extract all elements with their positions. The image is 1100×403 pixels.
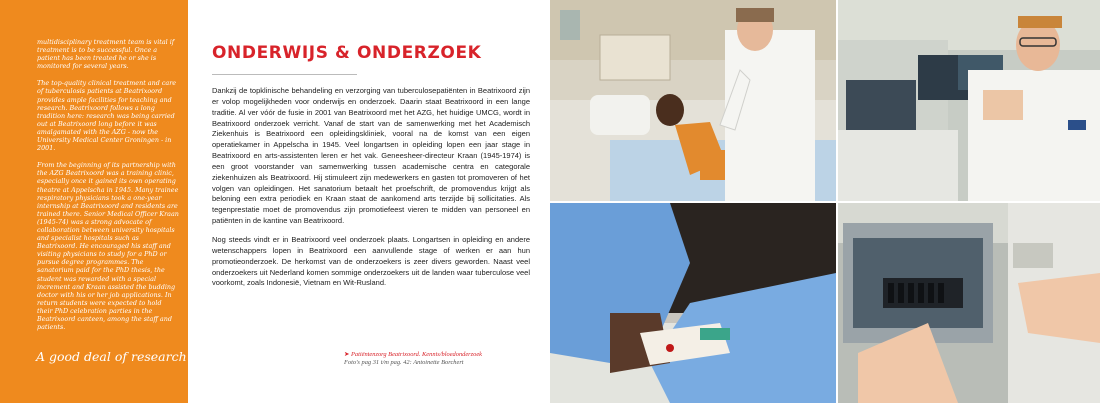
photo-blood-sample bbox=[550, 203, 836, 403]
photo-doctor-patient bbox=[550, 0, 836, 201]
article-body bbox=[212, 86, 530, 297]
caption-title: Patiëntenzorg Beatrixoord. Kennis/bloedonderzoek bbox=[350, 351, 483, 358]
photo-lab-equipment bbox=[838, 203, 1100, 403]
article-title: ONDERWIJS & ONDERZOEK bbox=[212, 43, 482, 63]
photo-caption bbox=[344, 351, 524, 367]
sidebar-text bbox=[37, 38, 179, 340]
photo-collage bbox=[550, 0, 1100, 403]
article-column bbox=[188, 0, 550, 403]
caption-arrow-icon: ➤ bbox=[344, 351, 350, 358]
sidebar-paragraph: multidisciplinary treatment team is vital if treatment is to be successful. Once a patient has been treated he or she is monitored for several years. bbox=[37, 38, 175, 71]
title-divider bbox=[212, 74, 357, 75]
caption-credit: Foto's pag 31 t/m pag. 42: Antoinette Borchert bbox=[344, 359, 464, 366]
sidebar-paragraph: From the beginning of its partnership with the AZG Beatrixoord was a training clinic, especially once it gained its own operating theatre at Appelscha in 1945. Many trainee respiratory physicians took a one-year internship at Beatrixoord and residents are trained there. Senior Medical Officer Kraan (1945-74) was a strong advocate of collaboration between university hospitals and specialist hospitals such as Beatrixoord. He encouraged his staff and visiting physicians to study for a PhD or pursue degree programmes. The sanatorium paid for the PhD thesis, the student was rewarded with a special increment and Kraan assisted the budding doctor with his or her job applications. In return students were expected to hold their PhD celebration parties in the Beatrixoord canteen, among the staff and patients. bbox=[37, 161, 179, 332]
article-paragraph: Nog steeds vindt er in Beatrixoord veel onderzoek plaats. Longartsen in opleiding en andere wetenschappers lopen in Beatrixoord een aanvullende stage of werken er aan hun promotieonderzoek. De herkomst van de onderzoekers is zeer divers geworden. Naast veel onderzoekers uit Nederland komen sommige onderzoekers uit de landen waar tuberculose veel voorkomt, zoals Indonesië, Vietnam en Wit-Rusland. bbox=[212, 234, 530, 288]
photo-lab-technician bbox=[838, 0, 1100, 201]
article-paragraph: Dankzij de topklinische behandeling en verzorging van tuberculosepatiënten in Beatrixoord zijn er volop mogelijkheden voor onderwijs en onderzoek. Daarin staat Beatrixoord in een lange traditie. Al ver vóór de fusie in 2001 van Beatrixoord met het AZG, het huidige UMCG, wordt in Beatrixoord onderzoek verricht. Vanaf de start van de samenwerking met het Academisch Ziekenhuis is Beatrixoord een opleidingskliniek, vooral na de komst van een eigen operatiekamer in Appelscha in 1945. Veel longartsen in opleiding lopen een jaar stage in Beatrixoord en arts-assistenten leren er het vak. Geneesheer-directeur Kraan (1945-1974) is een groot voorstander van samenwerking tussen academische centra en categorale ziekenhuizen als Beatrixoord. Hij stimuleert zijn medewerkers en gasten tot promoveren of het volgen van opleidingen. Het sanatorium betaalt het proefschrift, de promovendus krijgt als beloning een extra periodiek en Kraan staat de aankomend arts terzijde bij sollicitaties. Als tegenprestatie moet de promovendus zijn promotiefeest vieren te midden van personeel en patiënten in de kantine van Beatrixoord. bbox=[212, 86, 530, 226]
sidebar-panel bbox=[0, 0, 188, 403]
pull-quote: A good deal of research bbox=[36, 349, 187, 364]
sidebar-paragraph: The top-quality clinical treatment and care of tuberculosis patients at Beatrixoord provides ample facilities for teaching and research. Beatrixoord follows a long tradition here: research was being carried out at Beatrixoord long before it was amalgamated with the AZG - now the University Medical Center Groningen - in 2001. bbox=[37, 79, 177, 153]
